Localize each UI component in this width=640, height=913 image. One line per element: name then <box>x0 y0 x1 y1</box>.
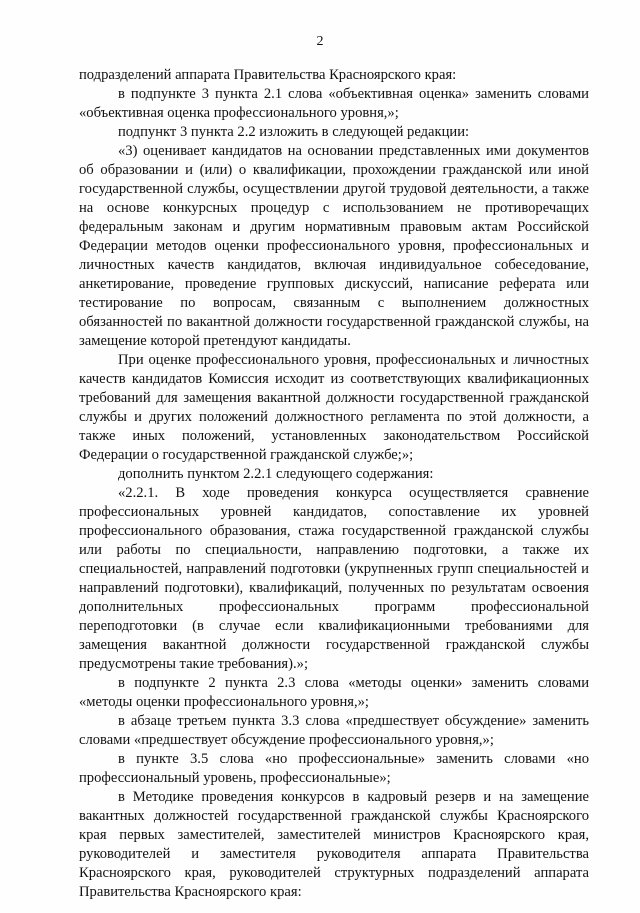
paragraph-amendment-2-3: в подпункте 2 пункта 2.3 слова «методы оценки» заменить словами «методы оценки профессионального уровня,»; <box>79 675 589 710</box>
paragraph-amendment-2-1: в подпункте 3 пункта 2.1 слова «объективная оценка» заменить словами «объективная оценка профессионального уровня,»; <box>79 86 589 121</box>
paragraph-amendment-3-5: в пункте 3.5 слова «но профессиональные» заменить словами «но профессиональный уровень, профессиональные»; <box>79 751 589 786</box>
paragraph-subitem-3: «3) оценивает кандидатов на основании представленных ими документов об образовании и (или) о квалификации, прохождении гражданской или иной государственной службы, осуществлении другой трудовой деятельности, а также на основе конкурсных процедур с использованием не противоречащих федеральным законам и другим нормативным правовым актам Российской Федерации методов оценки профессионального уровня, профессиональных и личностных качеств кандидатов, включая индивидуальное собеседование, анкетирование, проведение групповых дискуссий, написание реферата или тестирование по вопросам, связанным с выполнением должностных обязанностей по вакантной должности государственной гражданской службы, на замещение которой претендуют кандидаты. <box>79 143 589 349</box>
paragraph-continuation: подразделений аппарата Правительства Красноярского края: <box>79 67 457 83</box>
page-number: 2 <box>316 34 324 49</box>
document-body <box>79 66 589 902</box>
paragraph-assessment: При оценке профессионального уровня, профессиональных и личностных качеств кандидатов Комиссия исходит из соответствующих квалификационных требований для замещения вакантной должности государственной гражданской службы и других положений должностного регламента по этой должности, а также иных положений, установленных законодательством Российской Федерации о государственной гражданской службе;»; <box>79 352 589 463</box>
paragraph-2-2-1-text: «2.2.1. В ходе проведения конкурса осуществляется сравнение профессиональных уровней кандидатов, сопоставление их уровней профессионального образования, стажа государственной гражданской службы или работы по специальности, направлению подготовки, а также их специальностей, направлений подготовки (укрупненных групп специальностей и направлений подготовки), квалификаций, полученных по результатам освоения дополнительных профессиональных программ профессиональной переподготовки (в случае если квалификационными требованиями для замещения вакантной должности государственной гражданской службы предусмотрены такие требования).»; <box>79 485 589 672</box>
paragraph-amendment-3-3: в абзаце третьем пункта 3.3 слова «предшествует обсуждение» заменить словами «предшествует обсуждение профессионального уровня,»; <box>79 713 589 748</box>
paragraph-add-2-2-1: дополнить пунктом 2.2.1 следующего содержания: <box>118 466 434 482</box>
paragraph-amendment-2-2: подпункт 3 пункта 2.2 изложить в следующей редакции: <box>118 124 470 140</box>
paragraph-methodology: в Методике проведения конкурсов в кадровый резерв и на замещение вакантных должностей государственной гражданской службы Красноярского края первых заместителей, заместителей министров Красноярского края, руководителей и заместителя руководителя аппарата Правительства Красноярского края, руководителей структурных подразделений аппарата Правительства Красноярского края: <box>79 789 589 900</box>
